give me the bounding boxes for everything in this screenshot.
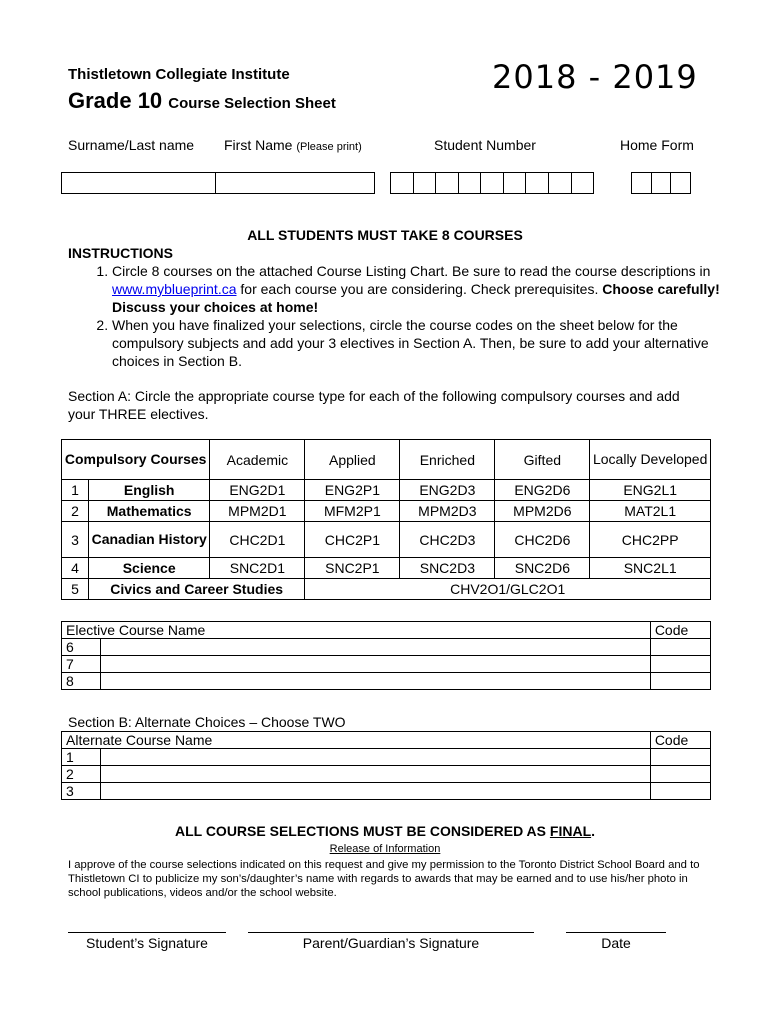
elective-code-input[interactable] (650, 639, 710, 656)
alternate-name-input[interactable] (101, 766, 651, 783)
student-signature-label: Student’s Signature (86, 935, 208, 951)
instruction-item: 2. When you have finalized your selections, circle the course codes on the sheet below for the compulsory subjects and add your 3 electives in Section A. Then, be sure to add your alternative choices in Section B. (112, 316, 752, 370)
course-name: Canadian History (89, 522, 210, 558)
header-locally-developed: Locally Developed (590, 440, 711, 480)
course-name: Science (89, 558, 210, 579)
release-heading: Release of Information (329, 843, 441, 855)
course-code[interactable]: MPM2D3 (400, 501, 495, 522)
student-number-field[interactable] (390, 172, 594, 194)
myblueprint-link[interactable]: www.myblueprint.ca (112, 281, 237, 297)
instructions-heading: INSTRUCTIONS (68, 245, 173, 261)
course-name: Civics and Career Studies (89, 579, 305, 600)
elective-name-input[interactable] (101, 656, 651, 673)
row-number: 8 (62, 673, 101, 690)
electives-table (61, 621, 711, 690)
student-number-label: Student Number (434, 137, 536, 153)
course-code[interactable]: ENG2D1 (210, 480, 305, 501)
final-notice (0, 823, 770, 839)
elective-code-header: Code (650, 622, 710, 639)
course-code[interactable]: ENG2D3 (400, 480, 495, 501)
surname-field[interactable] (61, 172, 216, 194)
please-print-note: (Please print) (296, 141, 362, 153)
course-code[interactable]: MAT2L1 (590, 501, 711, 522)
alternate-code-input[interactable] (650, 783, 710, 800)
alternate-name-input[interactable] (101, 783, 651, 800)
course-name: English (89, 480, 210, 501)
parent-signature-line[interactable] (248, 932, 534, 933)
school-year: 2018 - 2019 (492, 58, 698, 96)
row-number: 1 (62, 480, 89, 501)
elective-name-header: Elective Course Name (62, 622, 651, 639)
row-number: 2 (62, 501, 89, 522)
course-code[interactable]: SNC2D1 (210, 558, 305, 579)
elective-code-input[interactable] (650, 673, 710, 690)
surname-label: Surname/Last name (68, 137, 195, 153)
instruction-emphasis: Choose carefully! Discuss your choices at home! (112, 281, 720, 315)
course-code[interactable]: SNC2D6 (495, 558, 590, 579)
elective-name-input[interactable] (101, 673, 651, 690)
alternate-code-input[interactable] (650, 749, 710, 766)
course-code[interactable]: ENG2P1 (305, 480, 400, 501)
elective-name-input[interactable] (101, 639, 651, 656)
first-name-text: First Name (224, 137, 293, 153)
student-signature-line[interactable] (68, 932, 226, 933)
course-code[interactable]: MPM2D6 (495, 501, 590, 522)
approval-text: I approve of the course selections indicated on this request and give my permission to the Toronto District School Board and to Thistletown CI to publicize my son’s/daughter’s name with regards to awards that may be earned and to use his/her photo in school publications, videos and/or the school website. (68, 859, 700, 899)
date-line[interactable] (566, 932, 666, 933)
course-code[interactable]: SNC2P1 (305, 558, 400, 579)
course-code[interactable]: CHV2O1/GLC2O1 (305, 579, 711, 600)
compulsory-table (61, 439, 711, 600)
final-period: . (591, 823, 596, 839)
section-b-heading: Section B: Alternate Choices – Choose TWO (68, 714, 346, 730)
row-number: 7 (62, 656, 101, 673)
course-code[interactable]: CHC2P1 (305, 522, 400, 558)
alternate-code-header: Code (650, 732, 710, 749)
alternate-code-input[interactable] (650, 766, 710, 783)
course-code[interactable]: SNC2D3 (400, 558, 495, 579)
instruction-item (112, 262, 752, 316)
home-form-field[interactable] (631, 172, 691, 194)
instruction-text: Circle 8 courses on the attached Course Listing Chart. Be sure to read the course descriptions in (112, 263, 711, 279)
compulsory-header: Compulsory Courses (62, 440, 210, 480)
header-academic: Academic (210, 440, 305, 480)
course-code[interactable]: CHC2D1 (210, 522, 305, 558)
alternate-name-input[interactable] (101, 749, 651, 766)
row-number: 1 (62, 749, 101, 766)
page-title (68, 88, 336, 114)
row-number: 2 (62, 766, 101, 783)
row-number: 3 (62, 783, 101, 800)
header-gifted: Gifted (495, 440, 590, 480)
course-name: Mathematics (89, 501, 210, 522)
must-take-notice: ALL STUDENTS MUST TAKE 8 COURSES (247, 227, 523, 243)
course-code[interactable]: CHC2D6 (495, 522, 590, 558)
row-number: 6 (62, 639, 101, 656)
course-code[interactable]: CHC2PP (590, 522, 711, 558)
course-code[interactable]: ENG2D6 (495, 480, 590, 501)
header-applied: Applied (305, 440, 400, 480)
row-number: 5 (62, 579, 89, 600)
first-name-label (224, 137, 362, 153)
course-code[interactable]: MPM2D1 (210, 501, 305, 522)
header-enriched: Enriched (400, 440, 495, 480)
elective-code-input[interactable] (650, 656, 710, 673)
final-emphasis: FINAL (549, 823, 592, 839)
grade-label: Grade 10 (68, 88, 163, 113)
sheet-title: Course Selection Sheet (168, 95, 336, 112)
course-code[interactable]: ENG2L1 (590, 480, 711, 501)
course-code[interactable]: CHC2D3 (400, 522, 495, 558)
home-form-label: Home Form (620, 137, 694, 153)
alternate-name-header: Alternate Course Name (62, 732, 651, 749)
course-code[interactable]: SNC2L1 (590, 558, 711, 579)
instructions-list (68, 262, 752, 370)
alternates-table (61, 731, 711, 800)
section-a-text: Section A: Circle the appropriate course type for each of the following compulsory courses and add your THREE electives. (68, 388, 680, 422)
row-number: 4 (62, 558, 89, 579)
row-number: 3 (62, 522, 89, 558)
final-notice-text: ALL COURSE SELECTIONS MUST BE CONSIDERED AS (174, 823, 547, 839)
parent-signature-label: Parent/Guardian’s Signature (302, 935, 480, 951)
date-label: Date (601, 935, 631, 951)
first-name-field[interactable] (215, 172, 375, 194)
course-code[interactable]: MFM2P1 (305, 501, 400, 522)
school-name: Thistletown Collegiate Institute (68, 66, 290, 83)
instruction-text: for each course you are considering. Check prerequisites. (240, 281, 599, 297)
